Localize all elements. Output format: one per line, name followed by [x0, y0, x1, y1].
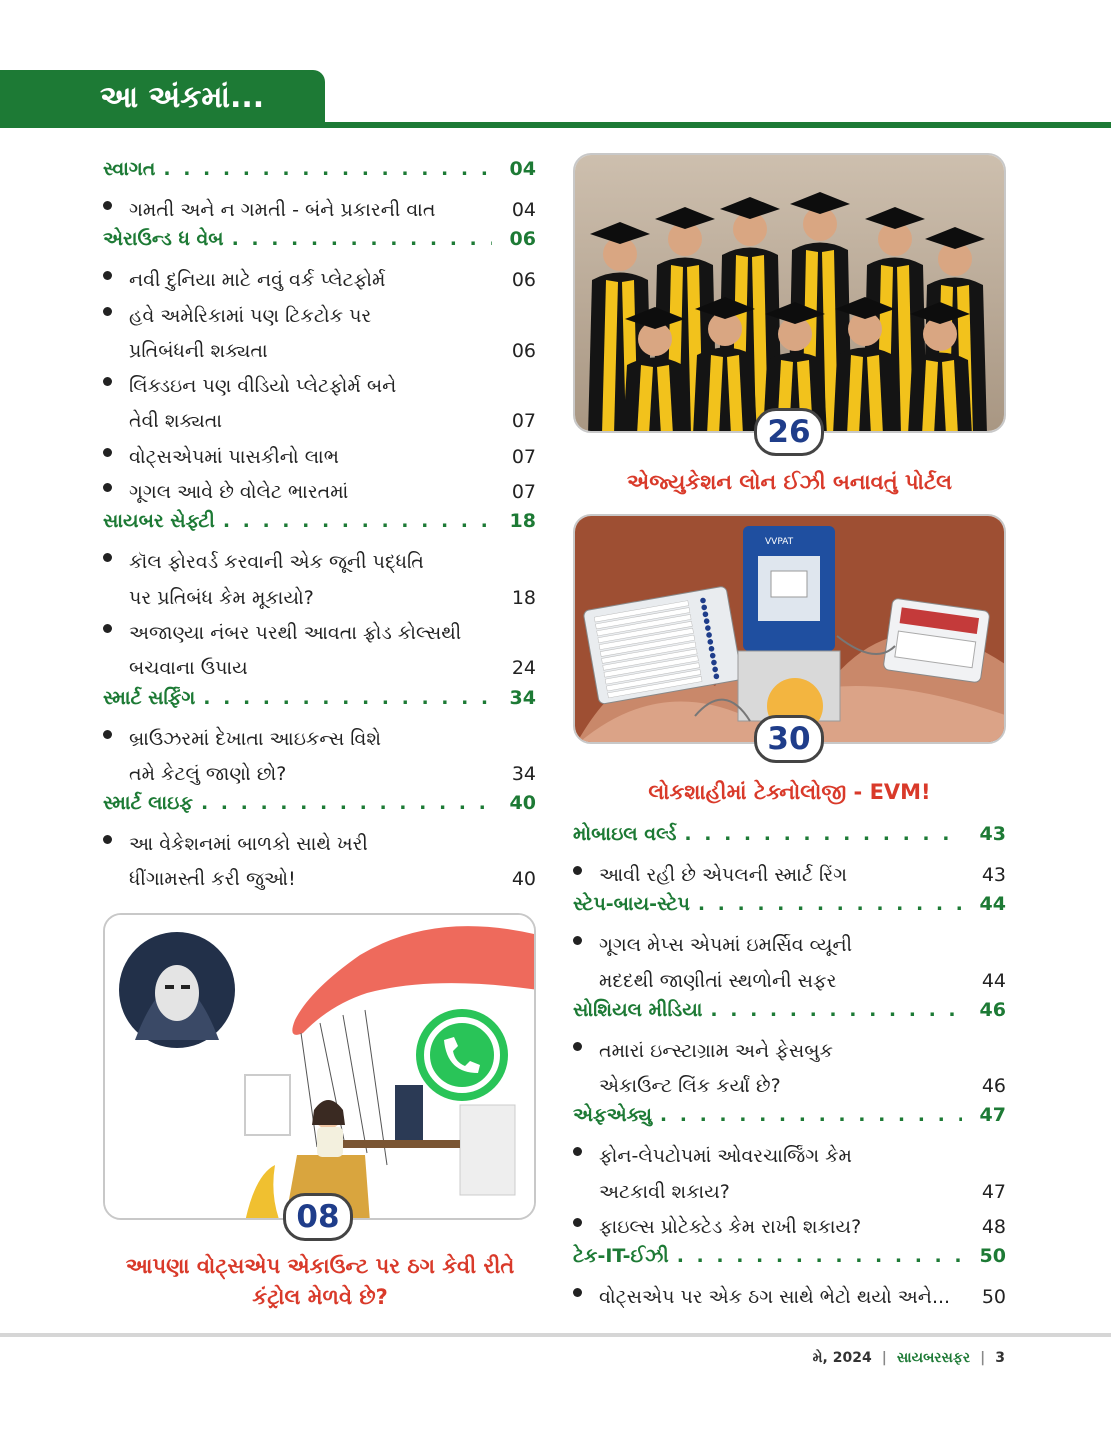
entry-text: બચવાના ઉપાય [129, 657, 248, 680]
toc-entry[interactable] [103, 475, 536, 510]
entry-page: 43 [981, 864, 1006, 886]
bullet-icon [103, 377, 112, 386]
bullet-icon [573, 1042, 582, 1051]
entry-text: એકાઉન્ટ લિંક કર્યાં છે? [599, 1075, 781, 1098]
page-title: આ અંકમાં... [100, 80, 265, 115]
graduation-card[interactable] [573, 153, 1006, 433]
bullet-icon [573, 866, 582, 875]
left-toc [103, 158, 536, 898]
entry-text: મદદથી જાણીતાં સ્થળોની સફર [599, 969, 837, 992]
entry-text: બ્રાઉઝરમાં દેખાતા આઇકન્સ વિશે [129, 727, 382, 750]
section-heading[interactable] [103, 228, 536, 263]
entry-text: ફોન-લેપટોપમાં ઓવરચાર્જિંગ કેમ [599, 1145, 852, 1168]
section-title: સોશિયલ મીડિયા [573, 998, 703, 1021]
entry-page: 50 [981, 1286, 1006, 1309]
bullet-icon [573, 1288, 582, 1297]
caption-whatsapp-line-2: કંટ્રોલ મેળવે છે? [252, 1285, 388, 1309]
footer-page-number: 3 [995, 1350, 1005, 1366]
section-page: 04 [509, 158, 536, 180]
bullet-icon [573, 1147, 582, 1156]
entry-page: 34 [511, 762, 536, 785]
section-page: 06 [509, 228, 536, 251]
entry-page: 47 [981, 1180, 1006, 1203]
toc-entry[interactable] [103, 616, 536, 687]
svg-text:VVPAT: VVPAT [765, 537, 794, 547]
section-heading[interactable] [103, 510, 536, 545]
leader-dots [163, 158, 492, 180]
bullet-icon [103, 307, 112, 316]
graduation-photo [575, 155, 1006, 433]
entry-page: 48 [981, 1216, 1006, 1239]
entry-text: વોટ્સએપ પર એક ઠગ સાથે ભેટો થયો અને... [599, 1286, 951, 1309]
section-page: 43 [979, 823, 1006, 845]
section-heading[interactable] [573, 893, 1006, 928]
entry-page: 44 [981, 969, 1006, 992]
bullet-icon [103, 448, 112, 457]
whatsapp-fraud-illustration [105, 915, 536, 1220]
leader-dots [203, 687, 492, 709]
entry-text: પ્રતિબંધની શક્યતા [129, 339, 268, 362]
section-title: સ્વાગત [103, 158, 156, 180]
toc-entry[interactable] [103, 827, 536, 898]
toc-entry[interactable] [573, 1139, 1006, 1210]
whatsapp-card[interactable] [103, 913, 536, 1220]
toc-entry[interactable] [103, 263, 536, 298]
entry-text: પર પ્રતિબંધ કેમ મૂકાયો? [129, 586, 314, 609]
leader-dots [201, 792, 492, 814]
entry-page: 07 [511, 445, 536, 468]
leader-dots [660, 1104, 962, 1126]
entry-text: ફાઇલ્સ પ્રોટેક્ટેડ કેમ રાખી શકાય? [599, 1216, 862, 1239]
section-title: એફએક્યુ [573, 1104, 652, 1127]
entry-text: આ વેકેશનમાં બાળકો સાથે ખરી [129, 833, 368, 856]
toc-entry[interactable] [573, 1280, 1006, 1315]
entry-page: 07 [511, 481, 536, 504]
section-heading[interactable] [573, 1104, 1006, 1139]
section-heading[interactable] [573, 823, 1006, 858]
section-heading[interactable] [573, 999, 1006, 1034]
caption-evm[interactable]: લોકશાહીમાં ટેક્નોલોજી - EVM! [648, 780, 931, 804]
toc-entry[interactable] [103, 722, 536, 793]
toc-entry[interactable] [103, 299, 536, 370]
section-heading[interactable] [103, 687, 536, 722]
toc-entry[interactable] [573, 1210, 1006, 1245]
toc-entry[interactable] [573, 1034, 1006, 1105]
section-title: સ્માર્ટ સર્ફિંગ [103, 686, 196, 709]
entry-page: 40 [511, 868, 536, 891]
bullet-icon [103, 835, 112, 844]
entry-page: 06 [511, 339, 536, 362]
caption-whatsapp[interactable] [90, 1251, 550, 1313]
entry-text: હવે અમેરિકામાં પણ ટિકટોક પર [129, 304, 372, 327]
toc-entry[interactable] [103, 440, 536, 475]
bullet-icon [103, 483, 112, 492]
entry-page: 04 [511, 199, 536, 221]
bullet-icon [103, 271, 112, 280]
right-toc [573, 823, 1006, 1316]
toc-entry[interactable] [103, 545, 536, 616]
caption-whatsapp-line-1: આપણા વોટ્સએપ એકાઉન્ટ પર ઠગ કેવી રીતે [125, 1254, 515, 1278]
entry-page: 18 [511, 586, 536, 609]
badge-26: 26 [754, 408, 824, 456]
toc-entry[interactable] [573, 858, 1006, 893]
toc-entry[interactable] [573, 928, 1006, 999]
section-page: 50 [979, 1245, 1006, 1268]
bullet-icon [103, 201, 112, 210]
entry-page: 24 [511, 657, 536, 680]
bullet-icon [103, 624, 112, 633]
section-heading[interactable] [573, 1245, 1006, 1280]
entry-text: ગૂગલ આવે છે વોલેટ ભારતમાં [129, 481, 349, 504]
entry-text: અજાણ્યા નંબર પરથી આવતા ફ્રોડ કોલ્સથી [129, 621, 462, 644]
section-title: એરાઉન્ડ ધ વેબ [103, 228, 224, 251]
caption-education-loan[interactable]: એજ્યુકેશન લોન ઈઝી બનાવતું પોર્ટલ [627, 470, 952, 494]
evm-card[interactable] [573, 514, 1006, 744]
section-heading[interactable] [103, 158, 536, 193]
toc-entry[interactable] [103, 369, 536, 440]
entry-page: 06 [511, 269, 536, 292]
entry-text: વોટ્સએપમાં પાસકીનો લાભ [129, 445, 339, 468]
section-page: 46 [979, 998, 1006, 1021]
evm-illustration [575, 516, 1006, 744]
entry-page: 07 [511, 410, 536, 433]
leader-dots [684, 823, 962, 845]
section-page: 34 [509, 686, 536, 709]
entry-text: તમે કેટલું જાણો છો? [129, 762, 287, 785]
section-heading[interactable] [103, 792, 536, 827]
leader-dots [232, 228, 492, 250]
footer-brand: સાયબરસફર [896, 1350, 971, 1366]
footer: મે, 2024 | સાયબરસફર | 3 [812, 1350, 1005, 1366]
leader-dots [698, 893, 962, 915]
entry-text: ગૂગલ મેપ્સ એપમાં ઇમર્સિવ વ્યૂની [599, 934, 853, 957]
entry-text: તેવી શક્યતા [129, 410, 223, 433]
section-page: 47 [979, 1104, 1006, 1127]
leader-dots [677, 1245, 962, 1267]
bullet-icon [103, 553, 112, 562]
toc-entry[interactable] [103, 193, 536, 228]
entry-text: કૉલ ફોરવર્ડ કરવાની એક જૂની પદ્ધતિ [129, 551, 424, 574]
badge-30: 30 [754, 715, 824, 763]
badge-08: 08 [283, 1193, 353, 1241]
header-rule [0, 122, 1111, 128]
section-page: 18 [509, 510, 536, 533]
entry-text: લિંક્ડઇન પણ વીડિયો પ્લેટફોર્મ બને [129, 375, 397, 398]
section-page: 44 [979, 893, 1006, 916]
entry-text: આવી રહી છે એપલની સ્માર્ટ રિંગ [599, 864, 847, 886]
section-title: ટેક-IT-ઈઝી [573, 1245, 669, 1268]
section-title: મોબાઇલ વર્લ્ડ [573, 823, 677, 845]
entry-text: તમારાં ઇન્સ્ટાગ્રામ અને ફેસબુક [599, 1039, 833, 1062]
section-title: સાયબર સેફ્ટી [103, 510, 215, 533]
entry-text: ગમતી અને ન ગમતી - બંને પ્રકારની વાત [129, 199, 436, 221]
footer-rule [0, 1333, 1111, 1337]
footer-date: મે, 2024 [812, 1350, 872, 1366]
leader-dots [710, 999, 962, 1021]
section-title: સ્માર્ટ લાઇફ [103, 792, 193, 815]
bullet-icon [103, 730, 112, 739]
leader-dots [223, 510, 492, 532]
entry-text: નવી દુનિયા માટે નવું વર્ક પ્લેટફોર્મ [129, 269, 386, 292]
entry-page: 46 [981, 1075, 1006, 1098]
entry-text: ધીંગામસ્તી કરી જુઓ! [129, 868, 296, 891]
section-title: સ્ટેપ-બાય-સ્ટેપ [573, 893, 690, 916]
bullet-icon [573, 936, 582, 945]
section-page: 40 [509, 792, 536, 815]
entry-text: અટકાવી શકાય? [599, 1180, 730, 1203]
bullet-icon [573, 1218, 582, 1227]
